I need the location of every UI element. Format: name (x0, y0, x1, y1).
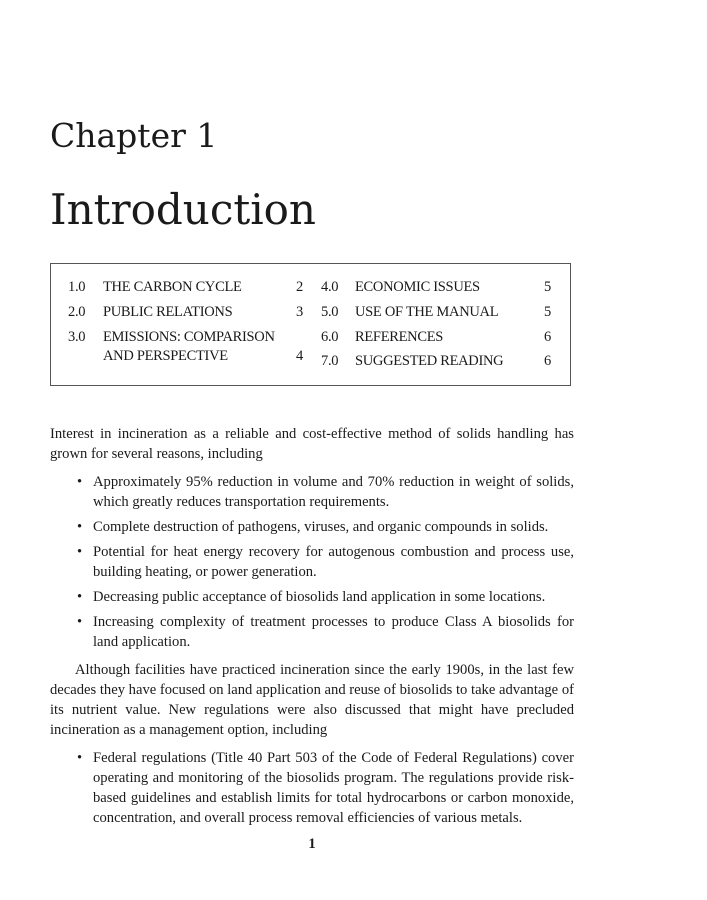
bullet-icon: • (77, 474, 83, 490)
list-item-text: Complete destruction of pathogens, viruses, and organic compounds in solids. (93, 519, 549, 535)
list-item (77, 612, 574, 652)
bullet-icon: • (77, 519, 83, 535)
toc-entry-title: USE OF THE MANUAL (355, 304, 499, 320)
toc-entry-number: 4.0 (321, 279, 339, 295)
bullet-icon: • (77, 589, 83, 605)
table-of-contents (50, 263, 571, 386)
bullet-icon: • (77, 750, 83, 766)
toc-entry-title-continued: AND PERSPECTIVE (103, 348, 228, 364)
toc-entry-number: 6.0 (321, 329, 339, 345)
toc-entry-number: 1.0 (68, 279, 86, 295)
list-item (77, 748, 574, 828)
list-item (77, 542, 574, 582)
list-item-text: Increasing complexity of treatment processes to produce Class A biosolids for land application. (93, 614, 574, 650)
bullet-icon: • (77, 614, 83, 630)
list-item-text: Potential for heat energy recovery for autogenous combustion and process use, building heating, or power generation. (93, 544, 574, 580)
toc-entry-page: 5 (544, 279, 551, 295)
toc-entry-page: 6 (544, 329, 551, 345)
list-item (77, 517, 574, 537)
regulations-list (77, 748, 574, 833)
toc-entry (68, 328, 303, 368)
chapter-label: Chapter 1 (50, 116, 218, 155)
toc-entry-page: 5 (544, 304, 551, 320)
toc-entry-number: 5.0 (321, 304, 339, 320)
chapter-title: Introduction (50, 185, 316, 234)
list-item-text: Decreasing public acceptance of biosolids land application in some locations. (93, 589, 546, 605)
toc-entry-page: 4 (296, 348, 303, 364)
toc-entry-number: 3.0 (68, 329, 86, 345)
toc-entry-title: EMISSIONS: COMPARISON (103, 329, 275, 345)
toc-entry-number: 2.0 (68, 304, 86, 320)
list-item (77, 472, 574, 512)
page-number: 1 (308, 836, 316, 852)
toc-entry-title: ECONOMIC ISSUES (355, 279, 480, 295)
toc-entry-number: 7.0 (321, 353, 339, 369)
intro-paragraph: Interest in incineration as a reliable and cost-effective method of solids handling has grown for several reasons, including (50, 426, 574, 462)
toc-entry-page: 2 (296, 279, 303, 295)
list-item (77, 587, 574, 607)
toc-entry-title: PUBLIC RELATIONS (103, 304, 233, 320)
bullet-icon: • (77, 544, 83, 560)
toc-entry-title: THE CARBON CYCLE (103, 279, 242, 295)
toc-entry-page: 3 (296, 304, 303, 320)
list-item-text: Approximately 95% reduction in volume and 70% reduction in weight of solids, which greatly reduces transportation requirements. (93, 474, 574, 510)
toc-entry-title: REFERENCES (355, 329, 444, 345)
toc-entry-title: SUGGESTED READING (355, 353, 504, 369)
history-paragraph: Although facilities have practiced incineration since the early 1900s, in the last few decades they have focused on land application and reuse of biosolids to take advantage of its nutrient value. New regulations were also discussed that might have precluded incineration as a management option, including (50, 662, 574, 738)
list-item-text: Federal regulations (Title 40 Part 503 of the Code of Federal Regulations) cover operating and monitoring of the biosolids program. The regulations provide risk-based guidelines and establish limits for total hydrocarbons or carbon monoxide, concentration, and overall process removal efficiencies of various metals. (93, 750, 574, 826)
reasons-list (77, 472, 574, 657)
toc-entry-page: 6 (544, 353, 551, 369)
